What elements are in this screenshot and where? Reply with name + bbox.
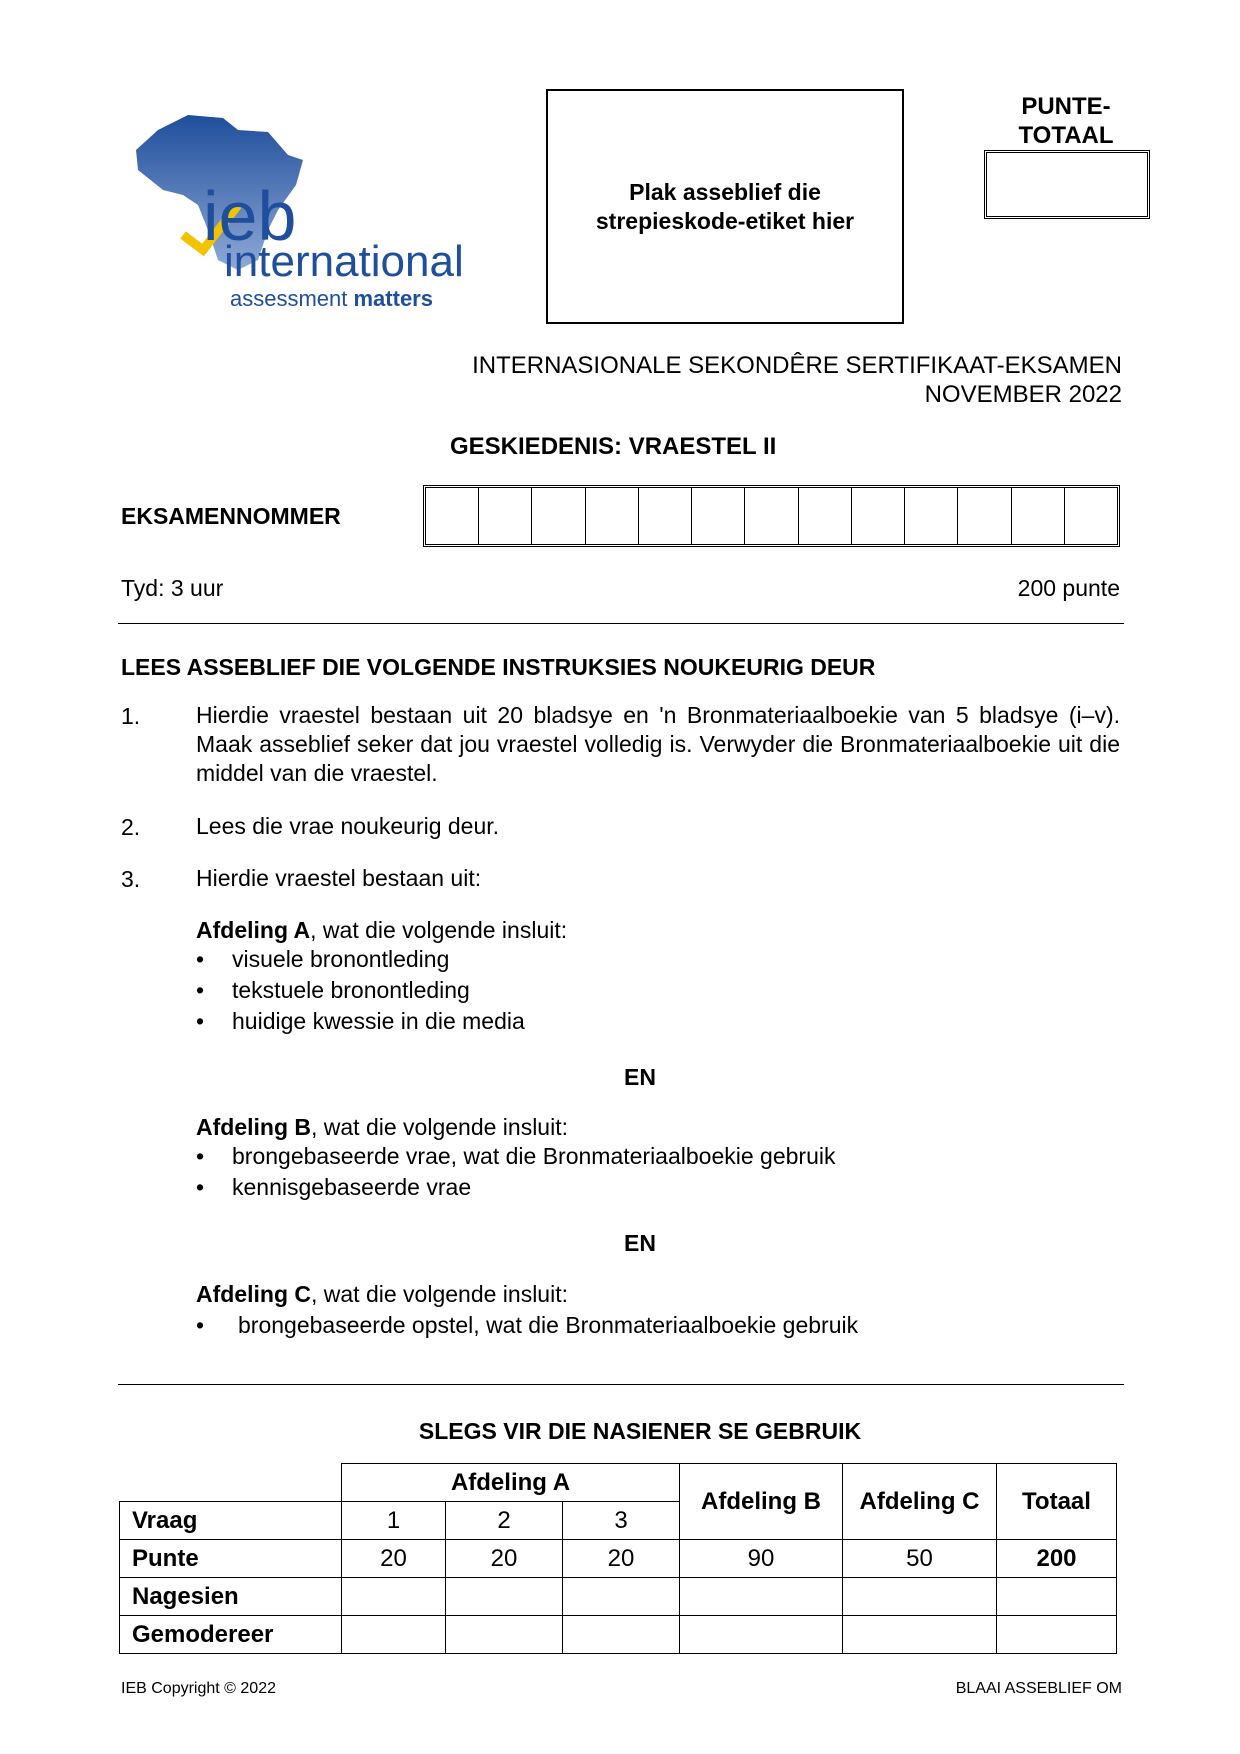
points-cell: 90 (680, 1540, 843, 1578)
exam-number-label: EKSAMENNOMMER (121, 503, 341, 529)
exam-number-grid (423, 485, 1120, 547)
subject-title: GESKIEDENIS: VRAESTEL II (450, 433, 777, 460)
section-c-heading: Afdeling C, wat die volgende insluit: (196, 1281, 568, 1307)
question-number: 3 (563, 1502, 680, 1540)
exam-number-cell[interactable] (639, 488, 692, 544)
afdeling-b-header: Afdeling B (680, 1464, 843, 1540)
exam-number-cell[interactable] (1065, 488, 1117, 544)
points-cell: 20 (446, 1540, 563, 1578)
afdeling-a-header: Afdeling A (342, 1464, 680, 1502)
barcode-label-box[interactable] (546, 89, 904, 324)
section-a-heading: Afdeling A, wat die volgende insluit: (196, 917, 568, 943)
turn-page-footer: BLAAI ASSEBLIEF OM (955, 1680, 1122, 1697)
marking-cell[interactable] (997, 1578, 1117, 1616)
list-item: • brongebaseerde opstel, wat die Bronmateriaalboekie gebruik (196, 1312, 859, 1338)
instruction-text: Hierdie vraestel bestaan uit: (196, 865, 482, 891)
exam-number-cell[interactable] (958, 488, 1011, 544)
africa-map-icon (128, 110, 508, 310)
row-header: Nagesien (120, 1578, 342, 1616)
moderation-cell[interactable] (843, 1616, 997, 1654)
marking-cell[interactable] (843, 1578, 997, 1616)
divider (118, 1384, 1124, 1385)
instruction-text: Hierdie vraestel bestaan uit 20 bladsye en 'n Bronmateriaalboekie van 5 bladsye (i–v). Maak asseblief seker dat jou vraestel volledig is. Verwyder die Bronmateriaalboekie uit die middel van die vraestel. (196, 702, 1120, 786)
marks-table (119, 1463, 1117, 1654)
exam-number-cell[interactable] (532, 488, 585, 544)
list-item: • brongebaseerde vrae, wat die Bronmateriaalboekie gebruik (196, 1143, 836, 1169)
exam-number-cell[interactable] (852, 488, 905, 544)
svg-text:assessment matters: assessment matters (230, 286, 433, 310)
svg-text:ieb: ieb (203, 177, 297, 255)
marking-cell[interactable] (446, 1578, 563, 1616)
barcode-instruction-line2: strepieskode-etiket hier (595, 207, 855, 234)
points-cell: 20 (563, 1540, 680, 1578)
copyright-footer: IEB Copyright © 2022 (121, 1680, 276, 1697)
exam-number-cell[interactable] (586, 488, 639, 544)
list-item: • tekstuele bronontleding (196, 977, 470, 1003)
row-header: Gemodereer (120, 1616, 342, 1654)
moderation-cell[interactable] (446, 1616, 563, 1654)
ieb-logo (128, 110, 508, 310)
instructions-heading: LEES ASSEBLIEF DIE VOLGENDE INSTRUKSIES NOUKEURIG DEUR (121, 654, 876, 680)
exam-number-cell[interactable] (426, 488, 479, 544)
exam-total-marks: 200 punte (1017, 575, 1120, 601)
table-row (120, 1578, 1117, 1616)
moderation-cell[interactable] (563, 1616, 680, 1654)
instruction-text: Lees die vrae noukeurig deur. (196, 813, 500, 839)
list-item: • visuele bronontleding (196, 946, 450, 972)
question-number: 1 (342, 1502, 446, 1540)
list-item: • huidige kwessie in die media (196, 1008, 525, 1034)
exam-duration: Tyd: 3 uur (121, 575, 224, 601)
moderation-cell[interactable] (342, 1616, 446, 1654)
points-total-cell: 200 (997, 1540, 1117, 1578)
table-row (120, 1616, 1117, 1654)
svg-text:international: international (224, 237, 464, 286)
marker-use-heading: SLEGS VIR DIE NASIENER SE GEBRUIK (418, 1418, 862, 1444)
barcode-instruction-line1: Plak asseblief die (629, 178, 821, 205)
points-cell: 50 (843, 1540, 997, 1578)
moderation-cell[interactable] (997, 1616, 1117, 1654)
total-header: Totaal (997, 1464, 1117, 1540)
points-cell: 20 (342, 1540, 446, 1578)
exam-number-cell[interactable] (692, 488, 745, 544)
exam-number-cell[interactable] (799, 488, 852, 544)
instruction-number: 1. (121, 703, 141, 729)
exam-number-cell[interactable] (745, 488, 798, 544)
divider (118, 623, 1124, 624)
total-marks-box[interactable] (984, 150, 1150, 219)
row-header: Punte (120, 1540, 342, 1578)
instruction-number: 3. (121, 866, 141, 892)
question-number: 2 (446, 1502, 563, 1540)
list-item: • kennisgebaseerde vrae (196, 1174, 472, 1200)
exam-number-cell[interactable] (1012, 488, 1065, 544)
and-separator: EN (624, 1064, 656, 1090)
table-row (120, 1540, 1117, 1578)
exam-number-cell[interactable] (479, 488, 532, 544)
marking-cell[interactable] (563, 1578, 680, 1616)
afdeling-c-header: Afdeling C (843, 1464, 997, 1540)
marking-cell[interactable] (680, 1578, 843, 1616)
exam-title: INTERNASIONALE SEKONDÊRE SERTIFIKAAT-EKSAMEN NOVEMBER 2022 (472, 352, 1122, 408)
section-b-heading: Afdeling B, wat die volgende insluit: (196, 1114, 568, 1140)
row-header: Vraag (120, 1502, 342, 1540)
and-separator: EN (624, 1230, 656, 1256)
table-row (120, 1464, 1117, 1502)
instruction-number: 2. (121, 814, 141, 840)
exam-number-cell[interactable] (905, 488, 958, 544)
marking-cell[interactable] (342, 1578, 446, 1616)
total-marks-label: PUNTE- TOTAAL (1018, 93, 1114, 149)
moderation-cell[interactable] (680, 1616, 843, 1654)
